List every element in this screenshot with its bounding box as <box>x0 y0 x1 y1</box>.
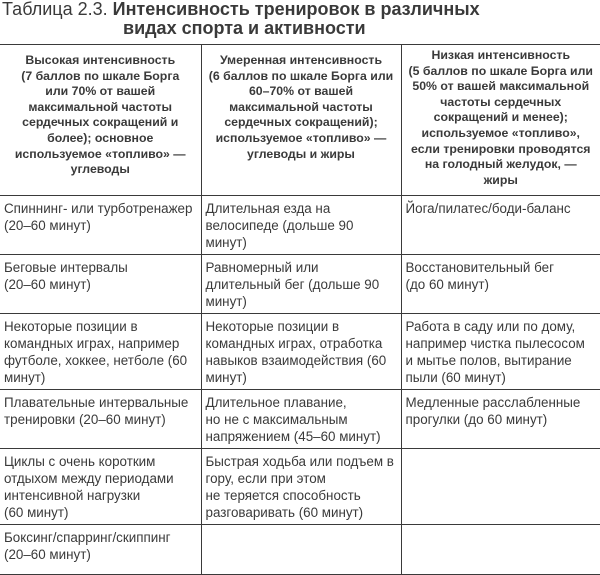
table-cell: Спиннинг- или турботренажер (20–60 минут) <box>0 196 201 255</box>
table-cell: Боксинг/спарринг/скиппинг (20–60 минут) <box>0 525 201 575</box>
table-row <box>0 196 600 255</box>
table-cell: Беговые интервалы (20–60 минут) <box>0 255 201 314</box>
table-cell: Длительная езда на велосипеде (дольше 90 минут) <box>201 196 401 255</box>
table-row <box>0 255 600 314</box>
header-row <box>0 45 600 196</box>
table-cell: Работа в саду или по дому, например чистка пылесосом и мытье полов, вытирание пыли (60 минут) <box>401 314 600 390</box>
table-cell: Длительное плавание, но не с максимальным напряжением (45–60 минут) <box>201 390 401 449</box>
caption-title-line2: видах спорта и активности <box>123 18 366 38</box>
table-cell <box>201 525 401 575</box>
table-cell: Некоторые позиции в командных играх, например футболе, хоккее, нетболе (60 минут) <box>0 314 201 390</box>
table-cell: Восстановительный бег (до 60 минут) <box>401 255 600 314</box>
table-cell <box>401 449 600 525</box>
table-cell: Плавательные интервальные тренировки (20–60 минут) <box>0 390 201 449</box>
table-row <box>0 390 600 449</box>
table-row <box>0 525 600 575</box>
header-high-intensity: Высокая интенсивность (7 баллов по шкале Борга или 70% от вашей максимальной частоты сердечных сокращений и более); основное используемое «топливо» — углеводы <box>0 45 201 196</box>
table-cell: Быстрая ходьба или подъем в гору, если при этом не теряется способность разговаривать (60 минут) <box>201 449 401 525</box>
table-row <box>0 449 600 525</box>
table-caption <box>2 0 598 38</box>
caption-title-line1: Интенсивность тренировок в различных <box>112 0 480 19</box>
table-cell: Йога/пилатес/боди-баланс <box>401 196 600 255</box>
table-row <box>0 314 600 390</box>
table-cell: Равномерный или длительный бег (дольше 90 минут) <box>201 255 401 314</box>
header-moderate-intensity: Умеренная интенсивность (6 баллов по шкале Борга или 60–70% от вашей максимальной частоты сердечных сокращений); используемое «топливо» — углеводы и жиры <box>201 45 401 196</box>
header-low-intensity: Низкая интенсивность (5 баллов по шкале Борга или 50% от вашей максимальной частоты сердечных сокращений и менее); используемое «топливо», если тренировки проводятся на голодный желудок, — жиры <box>401 45 600 196</box>
table-cell <box>401 525 600 575</box>
intensity-table <box>0 44 600 575</box>
table-cell: Медленные расслабленные прогулки (до 60 минут) <box>401 390 600 449</box>
caption-prefix: Таблица 2.3. <box>2 0 108 19</box>
table-cell: Некоторые позиции в командных играх, отработка навыков взаимодействия (60 минут) <box>201 314 401 390</box>
table-cell: Циклы с очень коротким отдыхом между периодами интенсивной нагрузки (60 минут) <box>0 449 201 525</box>
